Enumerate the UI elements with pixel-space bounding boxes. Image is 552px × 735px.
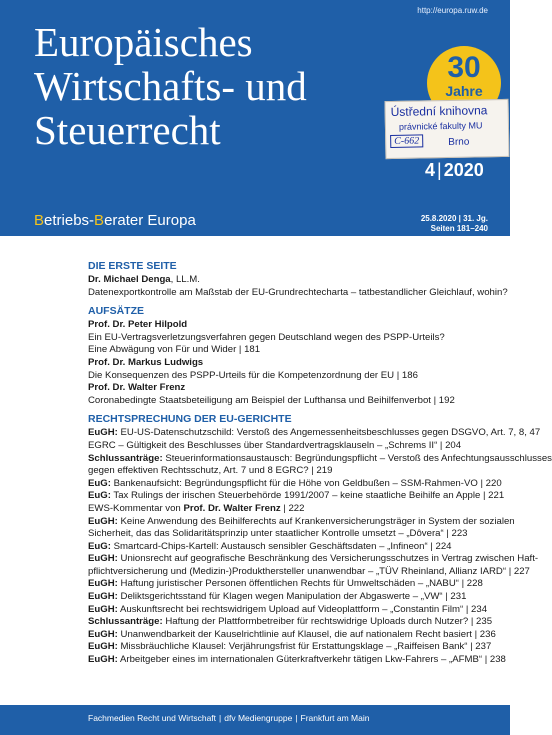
entry-text: Haftung der Plattformbetreiber für rechtswidrige Uploads durch Nutzer? | 235 (162, 616, 493, 628)
stamp-line-3: Brno (448, 136, 470, 148)
court-label: Schlussanträge: (88, 452, 163, 464)
entry-text: Steuerinformationsaustausch: Begründungspflicht – Verstoß des Anfechtungsausschlusses (162, 452, 552, 464)
court-label: EuGH: (88, 591, 118, 603)
entry-text: Haftung juristischer Personen öffentlichen Rechts für Umweltschäden – „NABU“ | 228 (117, 578, 483, 590)
library-stamp (385, 99, 510, 159)
publisher-line (88, 713, 369, 723)
subbrand-rest-2: erater Europa (104, 212, 196, 229)
entry-text: Unionsrecht auf geografische Beschränkung des Versicherungsschutzes in Vertrag zwischen Haft- (117, 553, 539, 565)
entry-line[interactable]: EGRC – Gültigkeit des Beschlusses über Standardvertragsklauseln – „Schrems II“ | 204 (88, 439, 462, 451)
issue-pages: Seiten 181–240 (430, 224, 488, 233)
section-title: RECHTSPRECHUNG DER EU-GERICHTE (88, 413, 292, 426)
publisher-name: Fachmedien Recht und Wirtschaft (88, 713, 217, 723)
entry-line[interactable] (88, 578, 500, 591)
entry-text: Keine Anwendung des Beihilferechts auf Krankenversicherungsträger in System der sozialen (117, 515, 515, 527)
entry-text: Missbräuchliche Klausel: Verjährungsfrist für Erstattungsklage – „Raiffeisen Bank“ | 237 (117, 641, 492, 653)
entry-line[interactable] (88, 629, 500, 642)
issue-meta (421, 214, 488, 234)
stamp-shelf-code: C-662 (390, 134, 423, 148)
section-aufsaetze (88, 305, 500, 407)
entry-line[interactable] (88, 641, 500, 654)
anniversary-number: 30 (447, 51, 481, 84)
entry-text[interactable]: Coronabedingte Staatsbeteiligung am Beispiel der Lufthansa und Beihilfenverbot | 192 (88, 394, 455, 406)
entry-text: Tax Rulings der irischen Steuerbehörde 1991/2007 – keine staatliche Beihilfe an Apple | 221 (110, 490, 505, 502)
court-label: EuGH: (88, 641, 118, 653)
subbrand-initial-1: B (34, 212, 45, 229)
author-name: Prof. Dr. Peter Hilpold (88, 319, 188, 331)
entry-text[interactable]: Ein EU-Vertragsverletzungsverfahren gegen Deutschland wegen des PSPP-Urteils? (88, 331, 445, 343)
author-affix: , LL.M. (170, 274, 200, 285)
issue-year: 2020 (443, 160, 484, 180)
entry-line[interactable] (88, 541, 500, 554)
footer-separator: | (295, 713, 298, 723)
footer-separator: | (219, 713, 222, 723)
entry-text: Smartcard-Chips-Kartell: Austausch sensibler Geschäftsdaten – „Infineon“ | 224 (110, 540, 452, 552)
title-line-2: Wirtschafts- und (34, 63, 307, 109)
entry-line[interactable] (88, 591, 500, 604)
entry-line[interactable] (88, 427, 541, 440)
issue-label (425, 160, 484, 181)
entry-line[interactable]: pflichtversicherung und (Medizin-)Produkthersteller unanwendbar – „TÜV Rheinland, Allianz IARD“ | 227 (88, 565, 530, 577)
entry-text: Arbeitgeber eines im internationalen Güterkraftverkehr tätigen Lkw-Fahrers – „AFMB“ | 238 (117, 654, 506, 666)
entry-text: Bankenaufsicht: Begründungspflicht für die Höhe von Geldbußen – SSM-Rahmen-VO | 220 (110, 477, 502, 489)
subbrand-rest-1: etriebs- (44, 212, 95, 229)
section-rechtsprechung (88, 413, 552, 666)
court-label: Schlussanträge: (88, 616, 163, 628)
court-label: EuGH: (88, 603, 118, 615)
page-ref: | 222 (280, 502, 305, 514)
title-line-1: Europäisches (34, 19, 253, 65)
issue-separator: | (437, 160, 442, 180)
entry-text[interactable]: Eine Abwägung von Für und Wider | 181 (88, 344, 261, 356)
entry-text: Deliktsgerichtsstand für Klagen wegen Manipulation der Abgaswerte – „VW“ | 231 (117, 591, 467, 603)
entry-line[interactable] (88, 478, 500, 491)
section-title: DIE ERSTE SEITE (88, 260, 177, 272)
court-label: EuG: (88, 490, 111, 502)
author-name: Prof. Dr. Walter Frenz (183, 502, 281, 514)
title-line-3: Steuerrecht (34, 107, 221, 153)
entry-line[interactable] (88, 616, 500, 629)
stamp-line-1: Ústřední knihovna (390, 103, 488, 119)
journal-title (34, 20, 307, 152)
author-name: Dr. Michael Denga (88, 274, 171, 285)
stamp-line-2: právnické fakulty MU (398, 120, 483, 132)
entry-text: Unanwendbarkeit der Kauselrichtlinie auf Klausel, die auf nationalem Recht basiert | 236 (117, 628, 496, 640)
section-erste-seite (88, 260, 508, 299)
court-label: EuGH: (88, 553, 118, 565)
court-label: EuGH: (88, 654, 118, 666)
entry-text[interactable]: Datenexportkontrolle am Maßstab der EU-Grundrechtecharta – tatbestandlicher Gleichlauf, wohin? (88, 286, 508, 298)
cover-footer (0, 705, 510, 735)
publisher-group: dfv Mediengruppe (224, 713, 293, 723)
subbrand (34, 212, 196, 229)
entry-text: EU-US-Datenschutzschild: Verstoß des Angemessenheitsbeschlusses gegen DSGVO, Art. 7, 8, 47 (117, 427, 541, 439)
author-name: Prof. Dr. Walter Frenz (88, 382, 186, 394)
anniversary-word: Jahre (445, 83, 483, 99)
issue-date: 25.8.2020 | 31. Jg. (420, 214, 488, 223)
author-name: Prof. Dr. Markus Ludwigs (88, 356, 204, 368)
section-title: AUFSÄTZE (88, 305, 144, 318)
cover-header (0, 0, 510, 236)
entry-line[interactable] (88, 452, 552, 466)
entry-line[interactable]: gegen effektiven Rechtsschutz, Art. 7 und 8 EGRC? | 219 (88, 465, 333, 477)
table-of-contents (88, 260, 552, 673)
entry-text[interactable]: Die Konsequenzen des PSPP-Urteils für die Kompetenzordnung der EU | 186 (88, 369, 418, 381)
entry-line[interactable] (88, 490, 505, 503)
issue-number: 4 (425, 160, 436, 180)
entry-line[interactable]: Sicherheit, das das Solidaritätsprinzip unter staatlicher Kontrolle umsetzt – „Dôvera“ | 223 (88, 528, 468, 540)
court-label: EuGH: (88, 628, 118, 640)
court-label: EuGH: (88, 427, 118, 439)
court-label: EuG: (88, 540, 111, 552)
court-label: EuGH: (88, 578, 118, 590)
court-label: EuGH: (88, 515, 118, 527)
entry-text: Auskunftsrecht bei rechtswidrigem Upload auf Videoplattform – „Constantin Film“ | 234 (117, 603, 488, 615)
entry-line[interactable] (88, 604, 500, 617)
entry-line[interactable] (88, 503, 500, 516)
subbrand-initial-2: B (94, 212, 105, 229)
entry-author-line (88, 274, 500, 287)
publisher-city: Frankfurt am Main (300, 713, 370, 723)
entry-line[interactable] (88, 654, 506, 667)
entry-line[interactable] (88, 553, 539, 566)
website-url[interactable]: http://europa.ruw.de (417, 6, 488, 15)
court-label: EuG: (88, 477, 111, 489)
entry-line[interactable] (88, 515, 515, 529)
comment-prefix: EWS-Kommentar von (88, 502, 184, 514)
